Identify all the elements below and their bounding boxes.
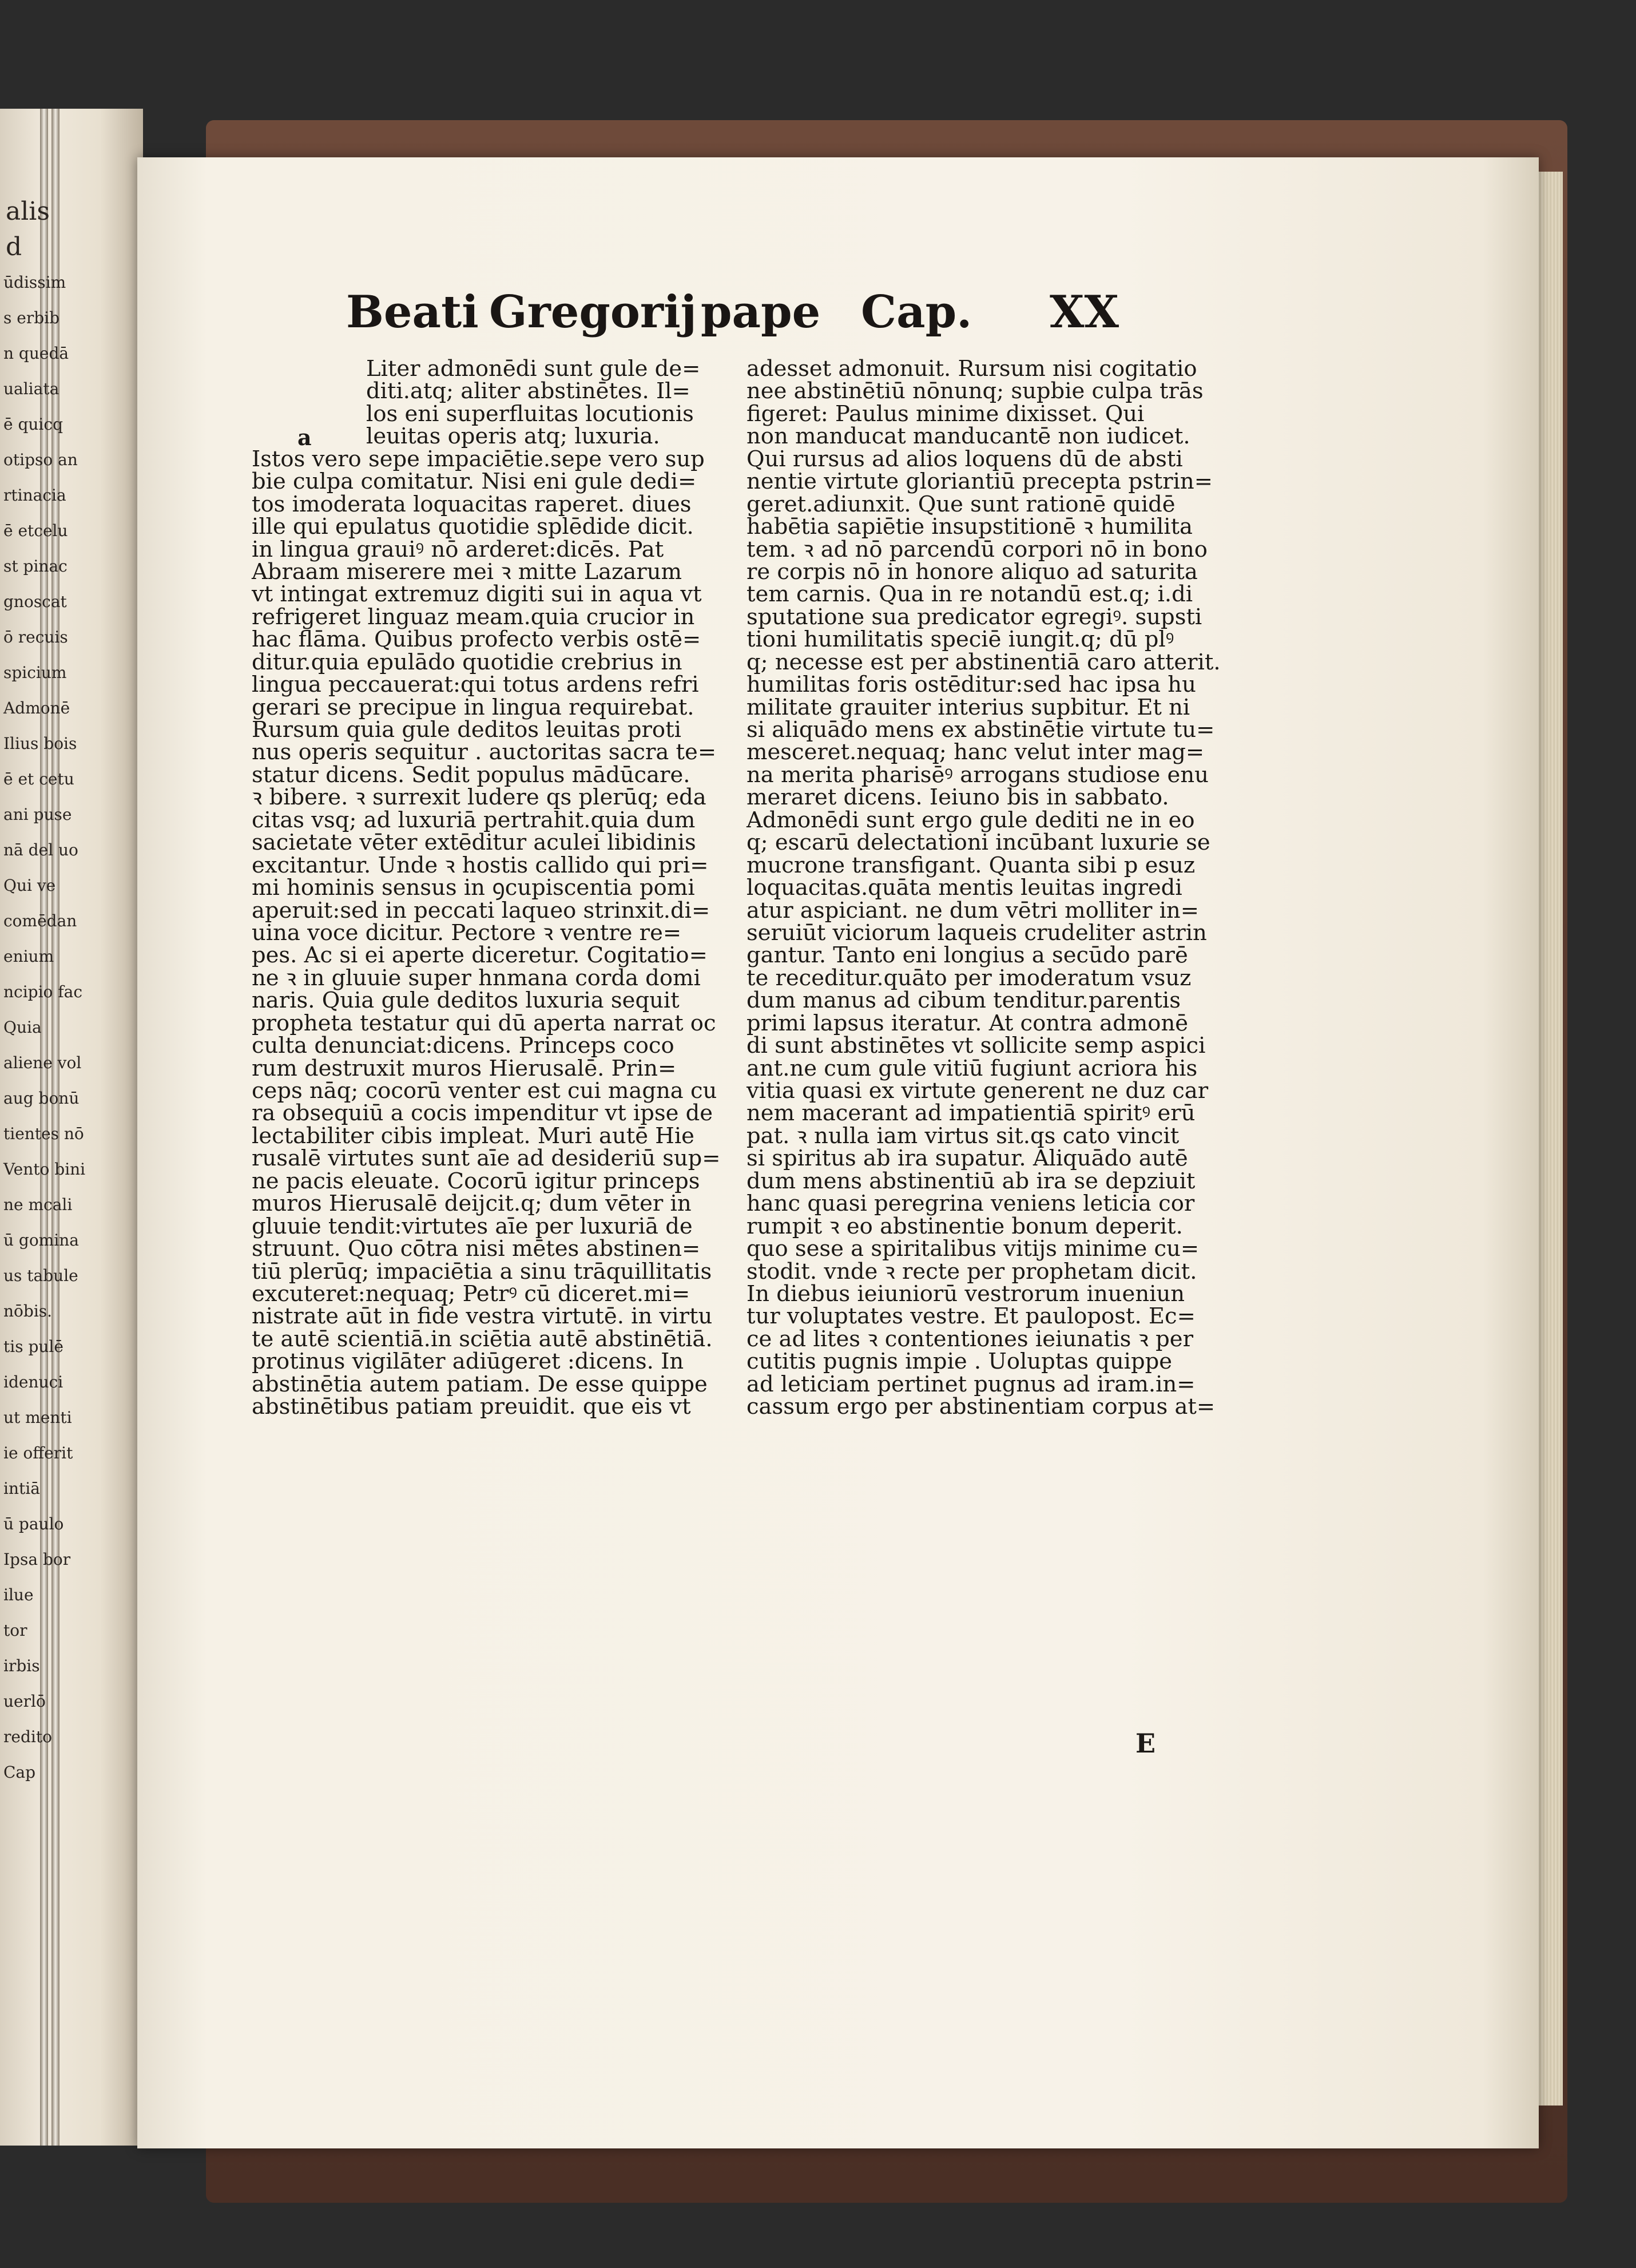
text-line: ce ad lites ꝛ contentiones ieiunatis ꝛ per <box>746 1326 1193 1352</box>
adjacent-page-text-fragment: ō recuis <box>3 628 68 647</box>
text-line: statur dicens. Sedit populus mādūcare. <box>252 762 690 788</box>
text-line: cassum ergo per abstinentiam corpus at= <box>746 1394 1216 1420</box>
text-line: nentie virtute gloriantiū precepta pstrin= <box>746 469 1213 495</box>
text-line: sputatione sua predicator egregiꝰ. supsti <box>746 604 1202 630</box>
text-line: tem carnis. Qua in re notandū est.q; i.di <box>746 581 1193 608</box>
text-line: abstinētia autem patiam. De esse quippe <box>252 1371 708 1397</box>
text-line: geret.adiunxit. Que sunt rationē quidē <box>746 491 1176 517</box>
adjacent-page-text-fragment: alis <box>6 197 50 226</box>
adjacent-page-text-fragment: idenuci <box>3 1373 63 1391</box>
text-line: excuteret:nequaq; Petrꝰ cū diceret.mi= <box>252 1280 690 1307</box>
text-line: vitia quasi ex virtute generent ne duz car <box>746 1078 1209 1104</box>
adjacent-page-text-fragment: ē etcelu <box>3 521 68 540</box>
text-line: pat. ꝛ nulla iam virtus sit.qs cato vincit <box>746 1123 1180 1149</box>
text-line: atur aspiciant. ne dum vētri molliter in= <box>746 897 1199 923</box>
adjacent-page-text-fragment: aug bonū <box>3 1089 80 1108</box>
header-word: Beati <box>346 286 479 338</box>
text-line: ne pacis eleuate. Cocorū igitur princeps <box>252 1168 700 1194</box>
text-line: te receditur.quāto per imoderatum vsuz <box>746 965 1192 991</box>
adjacent-page-text-fragment: Quia <box>3 1018 42 1037</box>
text-line: dum manus ad cibum tenditur.parentis <box>746 988 1181 1014</box>
text-line: culta denunciat:dicens. Princeps coco <box>252 1033 674 1059</box>
text-line: leuitas operis atq; luxuria. <box>366 423 660 450</box>
text-line: ceps nāq; cocorū venter est cui magna cu <box>252 1078 717 1104</box>
adjacent-page-text-fragment: spicium <box>3 663 67 682</box>
text-line: lectabiliter cibis impleat. Muri autē Hie <box>252 1123 694 1149</box>
adjacent-page-text-fragment: rtinacia <box>3 486 66 505</box>
text-line: meraret dicens. Ieiuno bis in sabbato. <box>746 784 1169 811</box>
adjacent-page-text-fragment: Cap <box>3 1763 36 1782</box>
adjacent-page-text-fragment: ut menti <box>3 1408 72 1427</box>
text-line: ditur.quia epulādo quotidie crebrius in <box>252 649 682 675</box>
text-column-right <box>746 358 1221 1418</box>
adjacent-page-text-fragment: uerlō <box>3 1692 46 1711</box>
text-line: ad leticiam pertinet pugnus ad iram.in= <box>746 1371 1196 1397</box>
text-column-left <box>252 358 721 1418</box>
text-line: q; necesse est per abstinentiā caro atterit. <box>746 649 1221 675</box>
header-word: pape <box>701 286 821 338</box>
text-line: sacietate vēter extēditur aculei libidinis <box>252 830 696 856</box>
text-line: nus operis sequitur . auctoritas sacra te= <box>252 739 717 766</box>
text-line: di sunt abstinētes vt sollicite semp aspici <box>746 1033 1206 1059</box>
adjacent-page-text-fragment: Ilius bois <box>3 734 77 753</box>
text-line: uina voce dicitur. Pectore ꝛ ventre re= <box>252 919 682 946</box>
adjacent-page-left <box>0 109 143 2146</box>
text-line: re corpis nō in honore aliquo ad saturita <box>746 558 1198 585</box>
text-line: loquacitas.quāta mentis leuitas ingredi <box>746 875 1182 901</box>
text-line: habētia sapiētie insupstitionē ꝛ humilita <box>746 514 1193 540</box>
adjacent-page-text-fragment: ū gomina <box>3 1231 79 1250</box>
adjacent-page-text-fragment: s erbib <box>3 308 60 327</box>
text-line: seruiūt viciorum laqueis crudeliter astrin <box>746 919 1207 946</box>
text-line: Liter admonēdi sunt gule de= <box>366 356 701 382</box>
text-line: si spiritus ab ira supatur. Aliquādo autē <box>746 1145 1188 1172</box>
text-line: in lingua grauiꝰ nō arderet:dicēs. Pat <box>252 536 664 562</box>
adjacent-page-text-fragment: ū paulo <box>3 1514 64 1533</box>
margin-marker: a <box>297 425 312 450</box>
text-line: pes. Ac si ei aperte diceretur. Cogitatio= <box>252 942 708 969</box>
adjacent-page-text-fragment: ani puse <box>3 805 72 824</box>
header-word: Cap. <box>861 286 972 338</box>
text-line: rumpit ꝛ eo abstinentie bonum deperit. <box>746 1213 1183 1239</box>
text-line: primi lapsus iteratur. At contra admonē <box>746 1010 1189 1036</box>
text-line: Qui rursus ad alios loquens dū de absti <box>746 446 1183 472</box>
adjacent-page-text-fragment: gnoscat <box>3 592 67 611</box>
adjacent-page-text-fragment: nōbis. <box>3 1302 53 1321</box>
adjacent-page-text-fragment: ne mcali <box>3 1195 73 1214</box>
text-line: In diebus ieiuniorū vestrorum inueniun <box>746 1280 1185 1307</box>
text-line: mi hominis sensus in ꝯcupiscentia pomi <box>252 875 695 901</box>
text-line: si aliquādo mens ex abstinētie virtute tu= <box>746 717 1215 743</box>
adjacent-page-text-fragment: intiā <box>3 1479 40 1498</box>
text-line: refrigeret linguaz meam.quia crucior in <box>252 604 695 630</box>
text-line: nem macerant ad impatientiā spiritꝰ erū <box>746 1100 1196 1127</box>
text-line: naris. Quia gule deditos luxuria sequit <box>252 988 680 1014</box>
text-line: Rursum quia gule deditos leuitas proti <box>252 717 681 743</box>
text-line: citas vsq; ad luxuriā pertrahit.quia dum <box>252 807 696 833</box>
text-line: vt intingat extremuz digiti sui in aqua vt <box>252 581 702 608</box>
adjacent-page-text-fragment: ilue <box>3 1585 34 1604</box>
text-line: lingua peccauerat:qui totus ardens refri <box>252 672 699 698</box>
text-line: cutitis pugnis impie . Uoluptas quippe <box>746 1349 1173 1375</box>
adjacent-page-text-fragment: ncipio fac <box>3 982 83 1001</box>
adjacent-page-text-fragment: Vento bini <box>3 1160 86 1179</box>
text-line: non manducat manducantē non iudicet. <box>746 423 1190 450</box>
text-line: rusalē virtutes sunt aīe ad desideriū sup= <box>252 1145 721 1172</box>
adjacent-page-text-fragment: ē et cetu <box>3 770 74 788</box>
text-line: los eni superfluitas locutionis <box>366 401 694 427</box>
text-line: propheta testatur qui dū aperta narrat oc <box>252 1010 716 1036</box>
adjacent-page-text-fragment: tientes nō <box>3 1124 84 1143</box>
adjacent-page-text-fragment: irbis <box>3 1656 40 1675</box>
text-line: tur voluptates vestre. Et paulopost. Ec= <box>746 1303 1196 1330</box>
text-line: aperuit:sed in peccati laqueo strinxit.di= <box>252 897 710 923</box>
text-line: ꝛ bibere. ꝛ surrexit ludere qs plerūq; eda <box>252 784 706 811</box>
adjacent-page-text-fragment: nā del uo <box>3 840 78 859</box>
text-line: ant.ne cum gule vitiū fugiunt acriora his <box>746 1055 1198 1081</box>
text-line: adesset admonuit. Rursum nisi cogitatio <box>746 356 1197 382</box>
text-line: gantur. Tanto eni longius a secūdo parē <box>746 942 1188 969</box>
adjacent-page-text-fragment: enium <box>3 947 54 966</box>
text-line: figeret: Paulus minime dixisset. Qui <box>746 401 1145 427</box>
adjacent-page-text-fragment: tis pulē <box>3 1337 63 1356</box>
adjacent-page-text-fragment: redito <box>3 1727 52 1746</box>
adjacent-page-text-fragment: ie offerit <box>3 1444 73 1462</box>
text-line: gerari se precipue in lingua requirebat. <box>252 694 694 720</box>
text-line: te autē scientiā.in sciētia autē abstinētiā. <box>252 1326 713 1352</box>
text-line: bie culpa comitatur. Nisi eni gule dedi= <box>252 469 697 495</box>
adjacent-page-text-fragment: Qui ve <box>3 876 56 895</box>
text-line: Abraam miserere mei ꝛ mitte Lazarum <box>252 558 682 585</box>
adjacent-page-text-fragment: n quedā <box>3 344 69 363</box>
text-line: hanc quasi peregrina veniens leticia cor <box>746 1191 1195 1217</box>
text-line: na merita pharisēꝰ arrogans studiose enu <box>746 762 1209 788</box>
adjacent-page-text-fragment: ē quicq <box>3 415 63 434</box>
adjacent-page-text-fragment: tor <box>3 1621 27 1640</box>
header-word: Gregorij <box>489 286 697 338</box>
text-line: dum mens abstinentiū ab ira se depziuit <box>746 1168 1196 1194</box>
text-line: tos imoderata loquacitas raperet. diues <box>252 491 692 517</box>
adjacent-page-text-fragment: Admonē <box>3 699 70 717</box>
text-line: ille qui epulatus quotidie splēdide dicit. <box>252 514 694 540</box>
chapter-number: XX <box>1050 286 1119 338</box>
running-header <box>346 286 1204 349</box>
text-line: Admonēdi sunt ergo gule dediti ne in eo <box>746 807 1195 833</box>
text-line: mesceret.nequaq; hanc velut inter mag= <box>746 739 1205 766</box>
text-line: protinus vigilāter adiūgeret :dicens. In <box>252 1349 684 1375</box>
text-line: gluuie tendit:virtutes aīe per luxuriā de <box>252 1213 693 1239</box>
text-line: struunt. Quo cōtra nisi mētes abstinen= <box>252 1236 701 1262</box>
adjacent-page-text-fragment: otipso an <box>3 450 78 469</box>
text-line: hac flāma. Quibus profecto verbis ostē= <box>252 627 701 653</box>
adjacent-page-text-fragment: ūdissim <box>3 273 66 292</box>
text-line: ne ꝛ in gluuie super hnmana corda domi <box>252 965 701 991</box>
adjacent-page-text-fragment: comēdan <box>3 911 77 930</box>
text-line: rum destruxit muros Hierusalē. Prin= <box>252 1055 677 1081</box>
text-line: tem. ꝛ ad nō parcendū corpori nō in bono <box>746 536 1208 562</box>
text-line: ra obsequiū a cocis impenditur vt ipse de <box>252 1100 713 1127</box>
text-line: quo sese a spiritalibus vitijs minime cu= <box>746 1236 1200 1262</box>
text-line: nistrate aūt in fide vestra virtutē. in virtu <box>252 1303 713 1330</box>
text-line: mucrone transfigant. Quanta sibi p esuz <box>746 852 1196 878</box>
text-line: stodit. vnde ꝛ recte per prophetam dicit. <box>746 1258 1197 1284</box>
text-line: tioni humilitatis speciē iungit.q; dū plꝰ <box>746 627 1174 653</box>
text-line: q; escarū delectationi incūbant luxurie se <box>746 830 1210 856</box>
adjacent-page-text-fragment: d <box>6 232 22 261</box>
adjacent-page-text-fragment: st pinac <box>3 557 67 576</box>
text-line: excitantur. Unde ꝛ hostis callido qui pri= <box>252 852 709 878</box>
adjacent-page-text-fragment: ualiata <box>3 379 59 398</box>
text-line: Istos vero sepe impaciētie.sepe vero sup <box>252 446 705 472</box>
text-line: humilitas foris ostēditur:sed hac ipsa hu <box>746 672 1196 698</box>
text-line: tiū plerūq; impaciētia a sinu trāquillitatis <box>252 1258 712 1284</box>
text-line: nee abstinētiū nōnunq; supbie culpa trās <box>746 378 1204 405</box>
text-line: diti.atq; aliter abstinētes. Il= <box>366 378 690 405</box>
text-line: militate grauiter interius supbitur. Et ni <box>746 694 1190 720</box>
text-line: muros Hierusalē deijcit.q; dum vēter in <box>252 1191 692 1217</box>
adjacent-page-text-fragment: us tabule <box>3 1266 78 1285</box>
adjacent-page-text-fragment: aliene vol <box>3 1053 82 1072</box>
catchword: E <box>1135 1728 1156 1759</box>
text-line: abstinētibus patiam preuidit. que eis vt <box>252 1394 691 1420</box>
adjacent-page-text-fragment: Ipsa bor <box>3 1550 71 1569</box>
